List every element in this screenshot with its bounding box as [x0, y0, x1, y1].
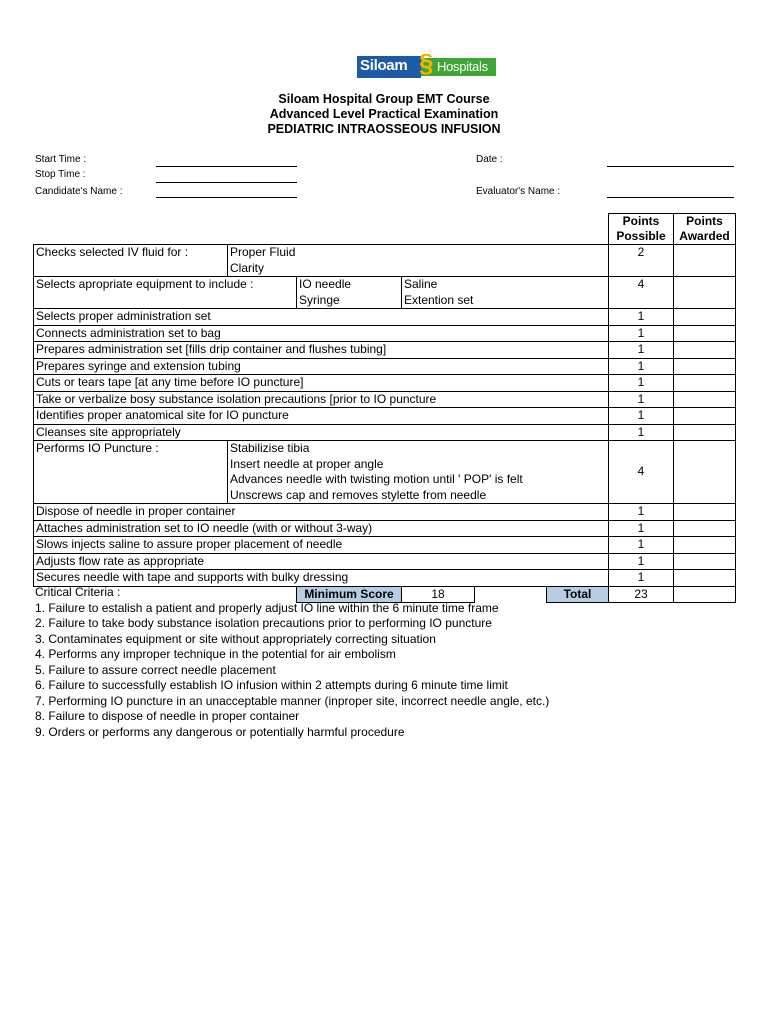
total-label: Total [547, 586, 609, 603]
sub-items-cell: Stabilizise tibia Insert needle at proper angle Advances needle with twisting motion until ' POP' is felt Unscrews cap and removes stylette from needle [228, 441, 609, 504]
table-row [34, 570, 736, 587]
task-cell: Slows injects saline to assure proper placement of needle [34, 537, 609, 554]
table-row [34, 342, 736, 359]
task-cell: Selects apropriate equipment to include : [34, 277, 297, 309]
evaluator-name-label: Evaluator's Name : [476, 186, 561, 197]
sub-items-cell: Proper Fluid Clarity [228, 245, 609, 277]
points-awarded-cell[interactable] [674, 358, 736, 375]
task-cell: Attaches administration set to IO needle (with or without 3-way) [34, 520, 609, 537]
points-awarded-cell[interactable] [674, 441, 736, 504]
points-awarded-cell[interactable] [674, 325, 736, 342]
points-awarded-cell[interactable] [674, 570, 736, 587]
points-awarded-cell[interactable] [674, 309, 736, 326]
evaluator-name-field[interactable] [607, 197, 734, 198]
task-cell: Identifies proper anatomical site for IO puncture [34, 408, 609, 425]
task-cell: Selects proper administration set [34, 309, 609, 326]
points-awarded-cell[interactable] [674, 342, 736, 359]
points-possible-cell: 1 [609, 570, 674, 587]
list-item: 3. Contaminates equipment or site without appropriately correcting situation [35, 631, 436, 646]
points-awarded-cell[interactable] [674, 375, 736, 392]
points-possible-cell: 1 [609, 553, 674, 570]
siloam-hospitals-logo [357, 50, 496, 78]
points-possible-cell: 1 [609, 342, 674, 359]
table-row [34, 441, 736, 504]
table-row [34, 245, 736, 277]
task-cell: Connects administration set to bag [34, 325, 609, 342]
minimum-score-label: Minimum Score [297, 586, 402, 603]
start-time-label: Start Time : [35, 154, 87, 165]
table-row [34, 520, 736, 537]
critical-criteria-heading: Critical Criteria : [35, 585, 121, 599]
table-row [34, 309, 736, 326]
points-awarded-header: Points Awarded [674, 214, 736, 245]
total-value: 23 [609, 586, 674, 603]
sub-items-cell: IO needle Syringe [297, 277, 402, 309]
task-cell: Take or verbalize bosy substance isolation precautions [prior to IO puncture [34, 391, 609, 408]
points-awarded-cell[interactable] [674, 424, 736, 441]
list-item: 7. Performing IO puncture in an unacceptable manner (inproper site, incorrect needle angle, etc.) [35, 693, 550, 708]
logo-brand2-text: Hospitals [437, 59, 488, 74]
header-line-3: PEDIATRIC INTRAOSSEOUS INFUSION [267, 122, 501, 136]
points-possible-cell: 4 [609, 277, 674, 309]
stop-time-field[interactable] [156, 182, 297, 183]
table-row [34, 553, 736, 570]
points-awarded-cell[interactable] [674, 408, 736, 425]
minimum-score-value: 18 [402, 586, 475, 603]
table-row [34, 391, 736, 408]
points-possible-cell: 1 [609, 325, 674, 342]
table-row [34, 408, 736, 425]
table-row [34, 424, 736, 441]
points-possible-cell: 1 [609, 375, 674, 392]
table-row [34, 277, 736, 309]
task-cell: Prepares syringe and extension tubing [34, 358, 609, 375]
task-cell: Performs IO Puncture : [34, 441, 228, 504]
header-line-1: Siloam Hospital Group EMT Course [278, 92, 490, 106]
task-cell: Checks selected IV fluid for : [34, 245, 228, 277]
date-field[interactable] [607, 166, 734, 167]
list-item: 2. Failure to take body substance isolation precautions prior to performing IO puncture [35, 616, 492, 630]
points-awarded-cell[interactable] [674, 391, 736, 408]
points-awarded-cell[interactable] [674, 277, 736, 309]
total-awarded-cell[interactable] [674, 586, 736, 603]
task-cell: Cleanses site appropriately [34, 424, 609, 441]
sub-items-cell: Saline Extention set [402, 277, 609, 309]
points-possible-cell: 1 [609, 504, 674, 521]
skills-checklist-table [33, 213, 736, 603]
points-awarded-cell[interactable] [674, 245, 736, 277]
table-row [34, 358, 736, 375]
table-row [34, 375, 736, 392]
points-possible-cell: 1 [609, 309, 674, 326]
start-time-field[interactable] [156, 166, 297, 167]
candidate-name-field[interactable] [156, 197, 297, 198]
points-possible-cell: 1 [609, 537, 674, 554]
list-item: 9. Orders or performs any dangerous or potentially harmful procedure [35, 724, 405, 739]
logo-s-mark-icon: § [419, 48, 434, 78]
table-header-row [34, 214, 736, 245]
points-awarded-cell[interactable] [674, 520, 736, 537]
points-possible-cell: 1 [609, 424, 674, 441]
points-awarded-cell[interactable] [674, 504, 736, 521]
date-label: Date : [476, 154, 503, 165]
points-awarded-cell[interactable] [674, 537, 736, 554]
points-possible-cell: 1 [609, 391, 674, 408]
points-possible-cell: 2 [609, 245, 674, 277]
points-possible-cell: 1 [609, 408, 674, 425]
candidate-name-label: Candidate's Name : [35, 186, 123, 197]
list-item: 8. Failure to dispose of needle in proper container [35, 709, 300, 723]
task-cell: Adjusts flow rate as appropriate [34, 553, 609, 570]
critical-criteria [35, 585, 549, 740]
logo-brand-text: Siloam [360, 57, 408, 74]
table-row [34, 325, 736, 342]
points-awarded-cell[interactable] [674, 553, 736, 570]
list-item: 1. Failure to estalish a patient and properly adjust IO line within the 6 minute time frame [35, 600, 499, 615]
points-possible-cell: 4 [609, 441, 674, 504]
points-possible-cell: 1 [609, 520, 674, 537]
task-cell: Dispose of needle in proper container [34, 504, 609, 521]
points-possible-cell: 1 [609, 358, 674, 375]
stop-time-label: Stop Time : [35, 169, 86, 180]
task-cell: Secures needle with tape and supports with bulky dressing [34, 570, 609, 587]
table-row [34, 537, 736, 554]
task-cell: Cuts or tears tape [at any time before IO puncture] [34, 375, 609, 392]
points-possible-header: Points Possible [609, 214, 674, 245]
list-item: 4. Performs any improper technique in the potential for air embolism [35, 647, 396, 661]
table-row [34, 504, 736, 521]
list-item: 5. Failure to assure correct needle placement [35, 662, 276, 677]
header-line-2: Advanced Level Practical Examination [269, 107, 499, 121]
task-cell: Prepares administration set [fills drip container and flushes tubing] [34, 342, 609, 359]
list-item: 6. Failure to successfully establish IO infusion within 2 attempts during 6 minute time limit [35, 678, 508, 692]
